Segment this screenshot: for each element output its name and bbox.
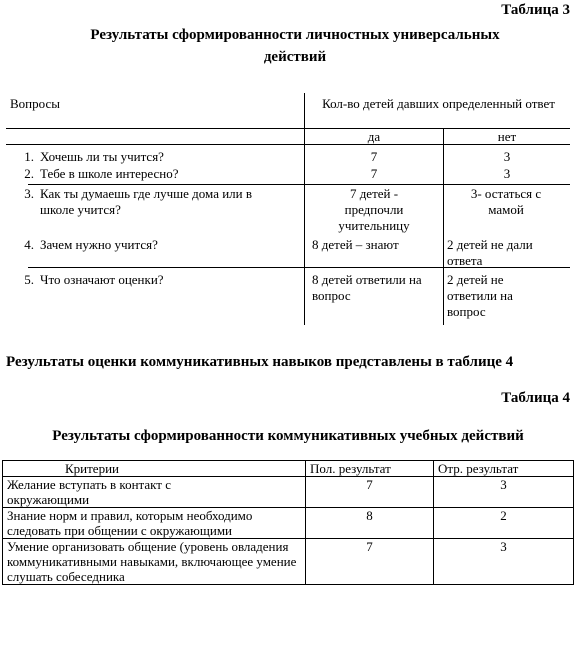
table4-criterion: Желание вступать в контакт с окружающими <box>3 477 306 508</box>
table3-row-yes: 7 <box>370 166 378 181</box>
table3-row-question <box>12 272 302 288</box>
row-number: 5. <box>24 272 34 287</box>
table4-positive: 8 <box>306 508 434 539</box>
table3-row-no: 3 <box>503 149 511 164</box>
question-text: Как ты думаешь где лучше дома или в школе учится? <box>40 186 252 217</box>
table4-positive: 7 <box>306 539 434 585</box>
table3-row-yes: 7 детей - предпочли учительницу <box>338 186 410 233</box>
intro-text: Результаты оценки коммуникативных навыков представлены в таблице 4 <box>6 354 514 370</box>
table3 <box>6 91 570 325</box>
table4 <box>2 460 574 585</box>
row-number: 1. <box>24 149 34 164</box>
table3-row-question <box>12 149 302 165</box>
table4-header-negative: Отр. результат <box>434 461 574 477</box>
table3-title: Результаты сформированности личностных универсальных действий <box>90 27 500 65</box>
table4-header-criteria: Критерии <box>3 461 306 477</box>
table-row <box>3 477 574 508</box>
table3-caption: Таблица 3 <box>501 2 570 18</box>
table3-row-question <box>12 237 302 253</box>
table4-header-row <box>3 461 574 477</box>
question-text: Зачем нужно учится? <box>40 237 158 252</box>
table4-negative: 3 <box>434 539 574 585</box>
table3-header-no: нет <box>497 129 517 144</box>
table3-header-questions: Вопросы <box>10 96 60 111</box>
table4-positive: 7 <box>306 477 434 508</box>
table4-negative: 3 <box>434 477 574 508</box>
table3-row-yes: 7 <box>370 149 378 164</box>
table3-row-question <box>12 186 302 218</box>
question-text: Что означают оценки? <box>40 272 164 287</box>
table3-row-question <box>12 166 302 182</box>
table3-row-line <box>28 184 570 185</box>
table4-negative: 2 <box>434 508 574 539</box>
question-text: Тебе в школе интересно? <box>40 166 179 181</box>
row-number: 4. <box>24 237 34 252</box>
question-text: Хочешь ли ты учится? <box>40 149 164 164</box>
table3-row-no: 3 <box>503 166 511 181</box>
table4-header-positive: Пол. результат <box>306 461 434 477</box>
table3-header-count: Кол-во детей давших определенный ответ <box>322 96 555 111</box>
table3-header-yes: да <box>367 129 381 144</box>
table4-title: Результаты сформированности коммуникативных учебных действий <box>52 428 524 444</box>
table3-row-yes: 8 детей – знают <box>312 237 399 252</box>
row-number: 3. <box>24 186 34 201</box>
table4-criterion: Знание норм и правил, которым необходимо следовать при общении с окружающими <box>3 508 306 539</box>
table4-criterion: Умение организовать общение (уровень овладения коммуникативными навыками, включающее умение слушать собеседника <box>3 539 306 585</box>
table3-row-no: 2 детей не дали ответа <box>447 237 533 268</box>
table-row <box>3 539 574 585</box>
table4-caption: Таблица 4 <box>501 390 570 406</box>
table3-row-yes: 8 детей ответили на вопрос <box>312 272 422 303</box>
table-row <box>3 508 574 539</box>
table3-row-no: 3- остаться с мамой <box>470 186 542 217</box>
row-number: 2. <box>24 166 34 181</box>
table3-row-no: 2 детей не ответили на вопрос <box>447 272 513 319</box>
